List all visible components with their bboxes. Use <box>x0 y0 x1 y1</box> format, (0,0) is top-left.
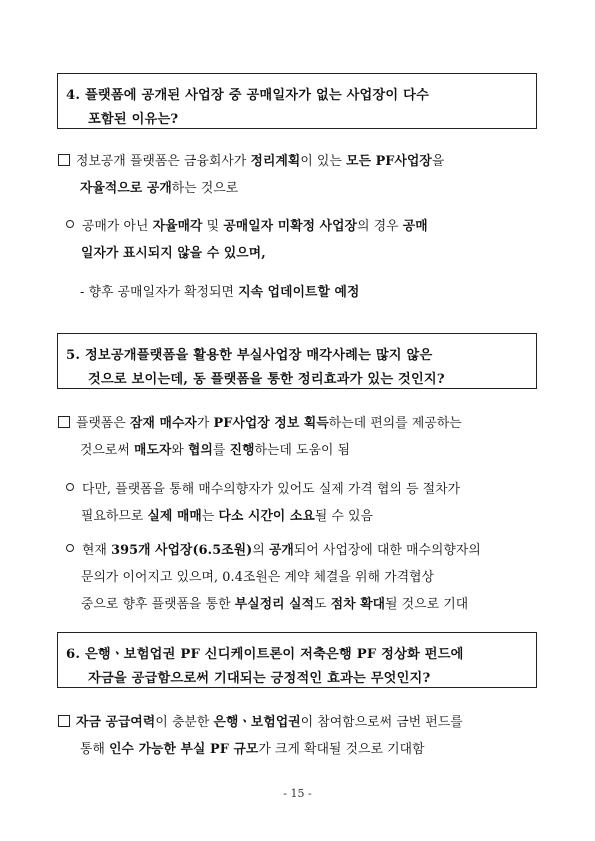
question-5-box <box>57 333 537 389</box>
question-6-line2: 자금을 공급함으로써 기대되는 긍정적인 효과는 무엇인지? <box>88 671 431 686</box>
square-bullet-icon <box>58 416 70 428</box>
q5-square-item: 플랫폼은 잠재 매수자가 PF사업장 정보 획득하는데 편의를 제공하는 것으로써 매도자와 협의를 진행하는데 도움이 됨 <box>58 410 462 464</box>
circle-bullet-icon <box>66 483 74 491</box>
q4-square-item: 정보공개 플랫폼은 금융회사가 정리계획이 있는 모든 PF사업장을 자율적으로 공개하는 것으로 <box>58 148 444 202</box>
circle-bullet-icon <box>66 544 74 552</box>
question-5-line2: 것으로 보이는데, 동 플랫폼을 통한 정리효과가 있는 것인지? <box>88 372 445 387</box>
question-6-line1: 6. 은행ㆍ보험업권 PF 신디케이트론이 저축은행 PF 정상화 펀드에 <box>66 647 464 662</box>
question-4-box <box>57 73 537 129</box>
question-5-line1: 5. 정보공개플랫폼을 활용한 부실사업장 매각사례는 많지 않은 <box>66 348 433 363</box>
q5-circle-item-1: 다만, 플랫폼을 통해 매수의향자가 있어도 실제 가격 협의 등 절차가 필요하므로 실제 매매는 다소 시간이 소요될 수 있음 <box>66 476 460 530</box>
square-bullet-icon <box>58 715 70 727</box>
circle-bullet-icon <box>66 220 74 228</box>
question-4-line1: 4. 플랫폼에 공개된 사업장 중 공매일자가 없는 사업장이 다수 <box>66 88 430 103</box>
q4-circle-item: 공매가 아닌 자율매각 및 공매일자 미확정 사업장의 경우 공매 일자가 표시되지 않을 수 있으며, <box>66 213 428 267</box>
question-4-line2: 포함된 이유는? <box>88 112 179 127</box>
q4-dash-item: - 향후 공매일자가 확정되면 지속 업데이트할 예정 <box>80 285 360 300</box>
q5-circle-item-2: 현재 395개 사업장(6.5조원)의 공개되어 사업장에 대한 매수의향자의 문의가 이어지고 있으며, 0.4조원은 계약 체결을 위해 가격협상 중으로 향후 플랫폼을 통한 부실정리 실적도 점차 확대될 것으로 기대 <box>66 537 481 618</box>
question-6-box <box>57 632 537 688</box>
square-bullet-icon <box>58 154 70 166</box>
page-number: - 15 - <box>283 787 312 800</box>
q6-square-item: 자금 공급여력이 충분한 은행ㆍ보험업권이 참여함으로써 금번 펀드를 통해 인수 가능한 부실 PF 규모가 크게 확대될 것으로 기대함 <box>58 709 463 763</box>
